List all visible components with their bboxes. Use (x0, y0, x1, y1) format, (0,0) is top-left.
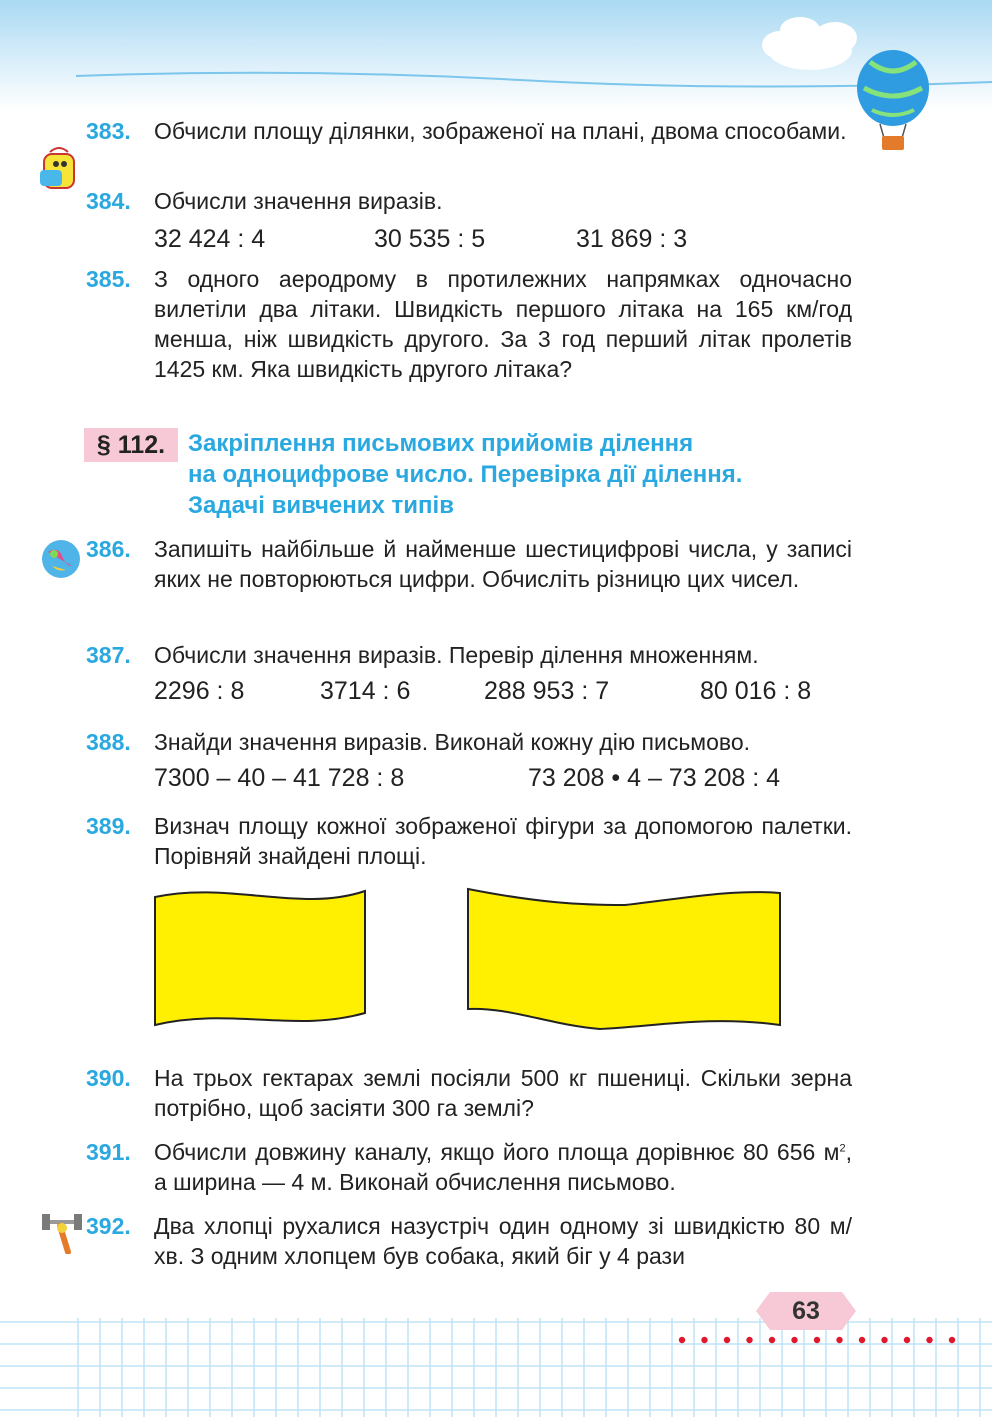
decorative-dot (881, 1337, 887, 1343)
task-text: Визнач площу кожної зображеної фігури за допомогою палетки. Порівняй знайдені площі. (154, 813, 852, 869)
task-383 (86, 116, 852, 146)
task-390 (86, 1063, 852, 1123)
balloon-icon (857, 50, 929, 150)
task-389 (86, 811, 852, 871)
expression: 288 953 : 7 (484, 677, 610, 705)
task-number: 390. (86, 1065, 131, 1091)
section-title (188, 428, 888, 521)
task-384 (86, 186, 852, 216)
figure-left (155, 891, 365, 1025)
task-392 (86, 1211, 852, 1271)
decorative-dot (746, 1337, 752, 1343)
dumbbell-icon (38, 1208, 86, 1254)
expression: 2296 : 8 (154, 677, 245, 705)
expression: 80 016 : 8 (700, 677, 812, 705)
decorative-dot (724, 1337, 730, 1343)
decorative-dot (904, 1337, 910, 1343)
expression: 3714 : 6 (320, 677, 411, 705)
task-386 (86, 534, 852, 594)
expressions-388 (154, 763, 854, 793)
task-number: 384. (86, 188, 131, 214)
task-388 (86, 727, 852, 757)
page-number-badge (756, 1292, 856, 1330)
task-number: 385. (86, 266, 131, 292)
task-text-part: , а ширина — 4 м. Виконай обчислення письмово. (154, 1139, 852, 1195)
section-title-line: на одноцифрове число. Перевірка дії ділення. (188, 461, 743, 488)
task-391 (86, 1137, 852, 1197)
decorative-dot (814, 1337, 820, 1343)
globe-icon (38, 536, 84, 582)
decorative-dot (679, 1337, 685, 1343)
decorative-dot (859, 1337, 865, 1343)
expression: 32 424 : 4 (154, 225, 266, 253)
decorative-dot (769, 1337, 775, 1343)
task-text-part: Обчисли довжину каналу, якщо його площа дорівнює 80 656 м (154, 1139, 840, 1165)
task-number: 389. (86, 813, 131, 839)
task-number: 392. (86, 1213, 131, 1239)
expressions-384 (154, 224, 854, 254)
task-text: Знайди значення виразів. Виконай кожну дію письмово. (154, 729, 751, 755)
backpack-icon (36, 146, 82, 192)
sky-header (0, 0, 992, 110)
task-text: З одного аеродрому в протилежних напрямках одночасно вилетіли два літаки. Швидкість першого літака на 165 км/год менша, ніж швидкість другого. За 3 год перший літак пролетів 1425 км. Яка швидкість другого літака? (154, 266, 852, 382)
task-text: Обчисли площу ділянки, зображеної на плані, двома способами. (154, 118, 847, 144)
section-title-line: Задачі вивчених типів (188, 492, 454, 519)
task-number: 383. (86, 118, 131, 144)
task-number: 388. (86, 729, 131, 755)
task-number: 386. (86, 536, 131, 562)
decorative-dot (791, 1337, 797, 1343)
task-387 (86, 640, 852, 670)
section-title-line: Закріплення письмових прийомів ділення (188, 430, 694, 457)
expression: 7300 – 40 – 41 728 : 8 (154, 764, 405, 792)
decorative-dot (701, 1337, 707, 1343)
expressions-387 (154, 676, 854, 706)
task-text: Два хлопці рухалися назустріч один одному зі швидкістю 80 м/хв. З одним хлопцем був собака, який біг у 4 рази (154, 1213, 852, 1269)
decorative-dot (836, 1337, 842, 1343)
cloud-icon (762, 17, 857, 70)
section-badge: § 112. (84, 428, 178, 462)
expression: 31 869 : 3 (576, 225, 688, 253)
decorative-dot (926, 1337, 932, 1343)
task-number: 391. (86, 1139, 131, 1165)
task-text (154, 1137, 852, 1197)
dot-row (672, 1330, 972, 1350)
task-text: Обчисли значення виразів. Перевір ділення множенням. (154, 642, 759, 668)
expression: 73 208 • 4 – 73 208 : 4 (528, 764, 781, 792)
task-text: Запишіть найбільше й найменше шестицифрові числа, у записі яких не повторюються цифри. Обчисліть різницю цих чисел. (154, 536, 852, 592)
task-text: На трьох гектарах землі посіяли 500 кг пшениці. Скільки зерна потрібно, щоб засіяти 300 га землі? (154, 1065, 852, 1121)
task-text: Обчисли значення виразів. (154, 188, 443, 214)
task-number: 387. (86, 642, 131, 668)
decorative-dot (949, 1337, 955, 1343)
figure-right (468, 889, 780, 1029)
figures (150, 885, 790, 1045)
task-385 (86, 264, 852, 384)
page-number: 63 (792, 1297, 820, 1325)
superscript: 2 (839, 1142, 846, 1155)
expression: 30 535 : 5 (374, 225, 486, 253)
